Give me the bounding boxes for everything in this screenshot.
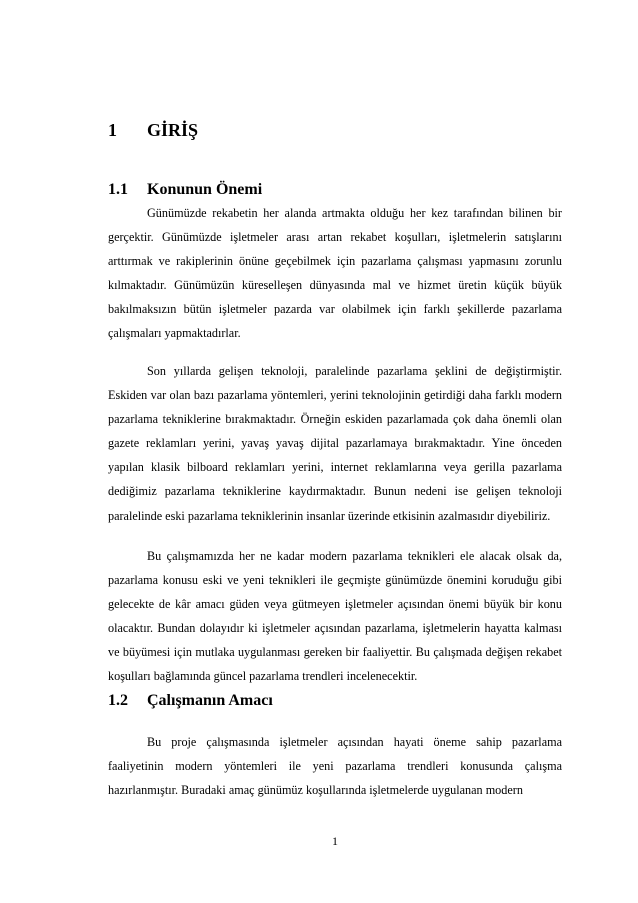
paragraph: Son yıllarda gelişen teknoloji, paralelinde pazarlama şeklini de değiştirmiştir. Eskiden var olan bazı pazarlama yöntemleri, yerini teknolojinin getirdiği daha farklı modern pazarlama tekniklerine bırakmaktadır. Örneğin eskiden pazarlamada çok daha önemli olan gazete reklamları yerini, yavaş yavaş dijital pazarlamaya bırakmaktadır. Yine önceden yapılan klasik bilboard reklamları yerini, internet reklamlarına veya gerilla pazarlama dediğimiz pazarlama tekniklerine kaydırmaktadır. Bunun nedeni ise gelişen teknoloji paralelinde eski pazarlama tekniklerinin insanlar üzerinde etkisinin azalmasıdır diyebiliriz. <box>108 364 562 523</box>
section-number: 1 <box>108 120 117 140</box>
page-number: 1 <box>332 834 338 848</box>
subsection-title: Çalışmanın Amacı <box>147 692 273 709</box>
section-title: GİRİŞ <box>147 120 199 140</box>
subsection-title: Konunun Önemi <box>147 181 263 198</box>
paragraph: Bu proje çalışmasında işletmeler açısından hayati öneme sahip pazarlama faaliyetinin modern yöntemleri ile yeni pazarlama trendleri konusunda çalışma hazırlanmıştır. Buradaki amaç günümüz koşullarında işletmelerde uygulanan modern <box>108 735 562 798</box>
subsection-heading-1-1 <box>108 181 263 199</box>
section-heading-1 <box>108 120 199 141</box>
paragraph: Bu çalışmamızda her ne kadar modern pazarlama teknikleri ele alacak olsak da, pazarlama konusu eski ve yeni teknikleri ile geçmişte günümüzde önemini koruduğu gibi gelecekte de kâr amacı güden veya gütmeyen işletmeler açısından önemi büyük bir konu olacaktır. Bundan dolayıdır ki işletmeler açısından pazarlama, işletmelerin hayatta kalması ve büyümesi için mutlaka uygulanması gereken bir faaliyettir. Bu çalışmada değişen rekabet koşulları bağlamında güncel pazarlama trendleri incelenecektir. <box>108 549 562 684</box>
paragraph: Günümüzde rekabetin her alanda artmakta olduğu her kez tarafından bilinen bir gerçektir. Günümüzde işletmeler arası artan rekabet koşulları, işletmelerin satışlarını arttırmak ve rakiplerinin önüne geçebilmek için pazarlama çalışması yapmasını zorunlu kılmaktadır. Günümüzün küreselleşen dünyasında mal ve hizmet üretin küçük büyük bakılmaksızın bütün işletmeler pazarda var olabilmek için farklı şekillerde pazarlama çalışmaları yapmaktadırlar. <box>108 206 562 341</box>
subsection-number: 1.1 <box>108 181 128 198</box>
subsection-number: 1.2 <box>108 692 128 709</box>
subsection-heading-1-2 <box>108 692 273 710</box>
